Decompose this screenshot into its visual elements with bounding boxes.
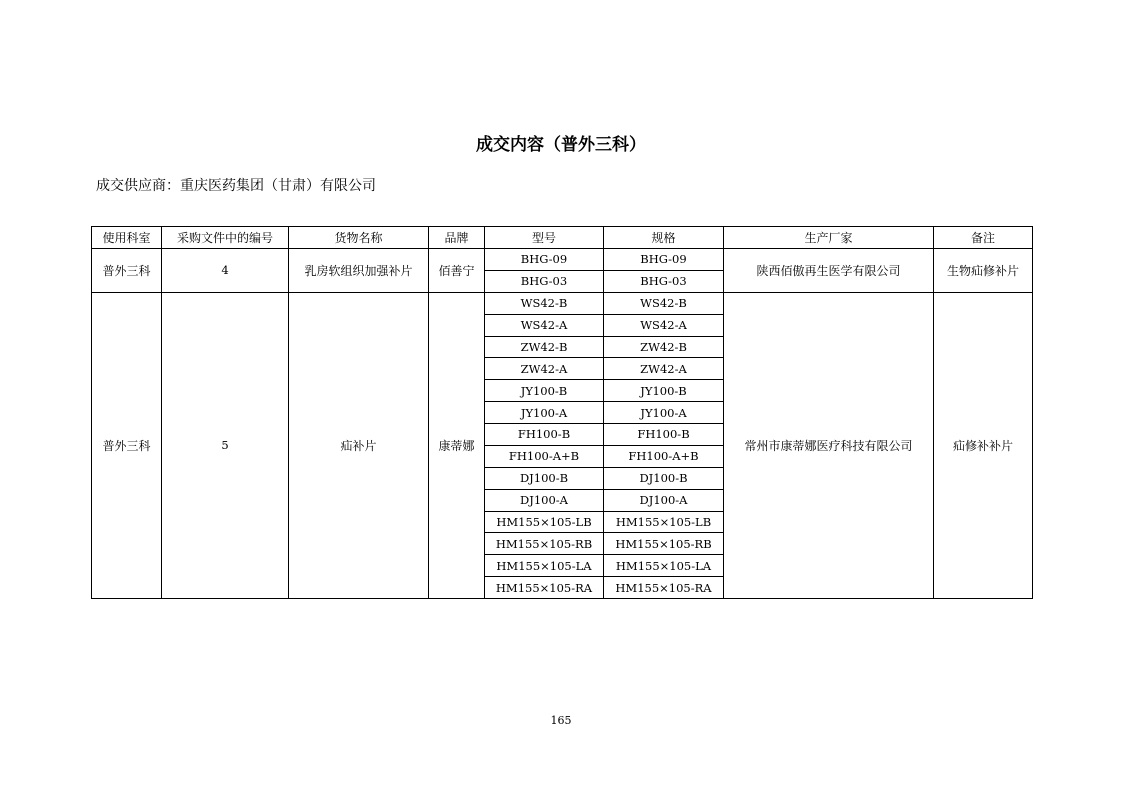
brand-cell: 康蒂娜: [429, 292, 485, 598]
brand-cell: 佰善宁: [429, 249, 485, 293]
model-cell: BHG-03: [485, 270, 604, 292]
header-row: [92, 227, 1033, 249]
model-cell: HM155×105-RA: [485, 577, 604, 599]
header-number: 采购文件中的编号: [162, 227, 289, 249]
spec-cell: DJ100-A: [604, 489, 724, 511]
goods-name-cell: 疝补片: [289, 292, 429, 598]
table-row: [92, 292, 1033, 314]
spec-cell: BHG-03: [604, 270, 724, 292]
model-cell: JY100-B: [485, 380, 604, 402]
model-cell: FH100-A+B: [485, 445, 604, 467]
goods-name-cell: 乳房软组织加强补片: [289, 249, 429, 293]
model-cell: FH100-B: [485, 424, 604, 446]
header-remark: 备注: [934, 227, 1033, 249]
model-cell: JY100-A: [485, 402, 604, 424]
spec-cell: FH100-B: [604, 424, 724, 446]
spec-cell: FH100-A+B: [604, 445, 724, 467]
header-model: 型号: [485, 227, 604, 249]
supplier-line: 成交供应商：重庆医药集团（甘肃）有限公司: [96, 178, 376, 194]
header-manufacturer: 生产厂家: [724, 227, 934, 249]
spec-cell: WS42-B: [604, 292, 724, 314]
spec-cell: HM155×105-LA: [604, 555, 724, 577]
model-cell: HM155×105-LA: [485, 555, 604, 577]
table-row: [92, 249, 1033, 271]
remark-cell: 疝修补补片: [934, 292, 1033, 598]
department-cell: 普外三科: [92, 292, 162, 598]
spec-cell: BHG-09: [604, 249, 724, 271]
spec-cell: WS42-A: [604, 314, 724, 336]
header-department: 使用科室: [92, 227, 162, 249]
model-cell: ZW42-A: [485, 358, 604, 380]
remark-cell: 生物疝修补片: [934, 249, 1033, 293]
model-cell: DJ100-A: [485, 489, 604, 511]
spec-cell: HM155×105-RA: [604, 577, 724, 599]
spec-cell: HM155×105-LB: [604, 511, 724, 533]
header-goods: 货物名称: [289, 227, 429, 249]
number-cell: 4: [162, 249, 289, 293]
model-cell: HM155×105-RB: [485, 533, 604, 555]
spec-cell: JY100-B: [604, 380, 724, 402]
spec-cell: ZW42-B: [604, 336, 724, 358]
department-cell: 普外三科: [92, 249, 162, 293]
manufacturer-cell: 陕西佰傲再生医学有限公司: [724, 249, 934, 293]
header-brand: 品牌: [429, 227, 485, 249]
model-cell: ZW42-B: [485, 336, 604, 358]
model-cell: DJ100-B: [485, 467, 604, 489]
table-body: [92, 249, 1033, 599]
number-cell: 5: [162, 292, 289, 598]
header-spec: 规格: [604, 227, 724, 249]
spec-cell: DJ100-B: [604, 467, 724, 489]
manufacturer-cell: 常州市康蒂娜医疗科技有限公司: [724, 292, 934, 598]
contract-table: [91, 226, 1033, 599]
spec-cell: JY100-A: [604, 402, 724, 424]
page-number: 165: [550, 714, 572, 727]
document-title: 成交内容（普外三科）: [476, 135, 646, 155]
spec-cell: ZW42-A: [604, 358, 724, 380]
model-cell: WS42-B: [485, 292, 604, 314]
spec-cell: HM155×105-RB: [604, 533, 724, 555]
model-cell: WS42-A: [485, 314, 604, 336]
model-cell: HM155×105-LB: [485, 511, 604, 533]
model-cell: BHG-09: [485, 249, 604, 271]
